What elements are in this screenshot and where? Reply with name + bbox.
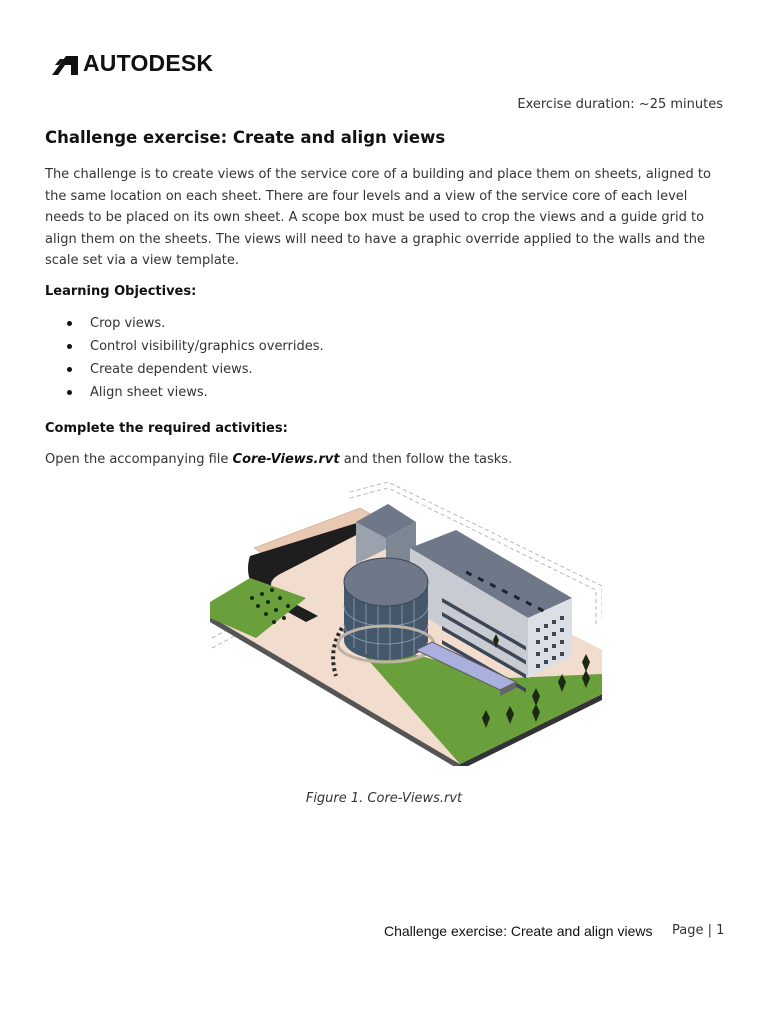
open-prefix: Open the accompanying file bbox=[45, 452, 233, 467]
page-title: Challenge exercise: Create and align views bbox=[45, 128, 446, 147]
logo-text: AUTODESK bbox=[83, 50, 214, 76]
figure-caption: Figure 1. Core-Views.rvt bbox=[305, 791, 463, 806]
objectives-list bbox=[45, 313, 324, 405]
open-file-instruction bbox=[45, 452, 512, 467]
tower-roof bbox=[344, 558, 428, 606]
objectives-heading: Learning Objectives: bbox=[45, 284, 197, 299]
autodesk-logo bbox=[52, 50, 213, 77]
open-suffix: and then follow the tasks. bbox=[339, 452, 513, 467]
intro-paragraph: The challenge is to create views of the service core of a building and place them on sheets, aligned to the same location on each sheet. There are four levels and a view of the service core of each level needs to be placed on its own sheet. A scope box must be used to crop the views and a guide grid to align them on the sheets. The views will need to have a graphic override applied to the walls and the scale set via a view template. bbox=[45, 167, 711, 269]
objective-item: Crop views. bbox=[45, 313, 324, 336]
building-figure bbox=[210, 478, 602, 766]
footer-title: Challenge exercise: Create and align views bbox=[384, 923, 653, 939]
isometric-building-illustration bbox=[210, 478, 602, 766]
page-number: Page | 1 bbox=[672, 923, 725, 938]
required-activities-heading: Complete the required activities: bbox=[45, 421, 288, 436]
objective-item: Control visibility/graphics overrides. bbox=[45, 336, 324, 359]
autodesk-a-icon bbox=[52, 53, 78, 75]
objective-item: Align sheet views. bbox=[45, 382, 324, 405]
file-name: Core-Views.rvt bbox=[232, 452, 340, 467]
objective-item: Create dependent views. bbox=[45, 359, 324, 382]
exercise-duration: Exercise duration: ~25 minutes bbox=[517, 97, 723, 112]
